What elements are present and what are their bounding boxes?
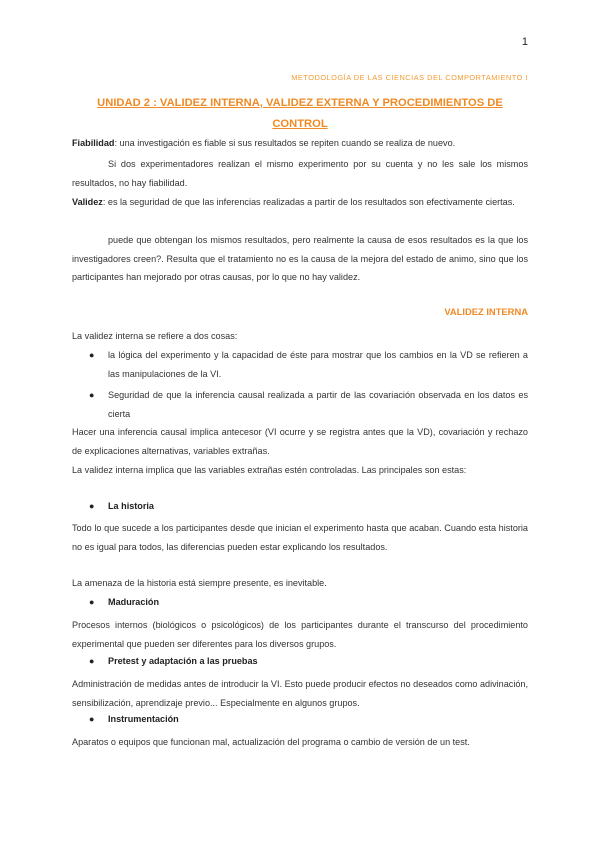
threat-heading-text: Maduración (108, 597, 160, 607)
unit-title (72, 93, 528, 135)
threat-heading-text: Pretest y adaptación a las pruebas (108, 656, 258, 666)
fiabilidad-example: Si dos experimentadores realizan el mismo experimento por su cuenta y no les sale los mismos resultados, no hay fiabilidad. (72, 159, 528, 188)
causal-paragraph: Hacer una inferencia causal implica antecesor (VI ocurre y se registra antes que la VD), covariación y rechazo de explicaciones alternativas, variables extrañas. (72, 427, 528, 456)
validez-example: puede que obtengan los mismos resultados, pero realmente la causa de esos resultados es la que los investigadores creen?. Resulta que el tratamiento no es la causa de la mejora del estado de animo, sino que los participantes han mejorado por otras causas, por lo que no hay validez. (72, 235, 528, 283)
fiabilidad-text: : una investigación es fiable si sus resultados se repiten cuando se realiza de nuevo. (114, 138, 456, 148)
threat-heading (89, 597, 160, 607)
threat-heading-text: La historia (108, 501, 154, 511)
threat-heading-text: Instrumentación (108, 714, 179, 724)
validez-term: Validez (72, 197, 103, 207)
bullet-icon: ● (89, 656, 95, 666)
threat-heading (89, 656, 258, 666)
unit-title-line-2: CONTROL (272, 118, 328, 130)
section-heading: VALIDEZ INTERNA (444, 306, 528, 317)
fiabilidad-term: Fiabilidad (72, 138, 115, 148)
bullet-icon: ● (89, 501, 95, 511)
list-item-text: Seguridad de que la inferencia causal realizada a partir de las covariación observada en los datos es cierta (108, 390, 528, 419)
intro-paragraph: La validez interna se refiere a dos cosas: (72, 331, 238, 341)
bullet-icon: ● (89, 350, 95, 360)
threat-heading (89, 501, 154, 511)
validez-text: : es la seguridad de que las inferencias realizadas a partir de los resultados son efectivamente ciertas. (102, 197, 515, 207)
running-header: METODOLOGÍA DE LAS CIENCIAS DEL COMPORTAMIENTO I (291, 73, 528, 82)
threat-paragraph: Aparatos o equipos que funcionan mal, actualización del programa o cambio de versión de un test. (72, 737, 470, 747)
threat-paragraph: Administración de medidas antes de introducir la VI. Esto puede producir efectos no deseados como adivinación, sensibilización, aprendizaje previo... Especialmente en algunos grupos. (72, 679, 528, 708)
list-item (89, 346, 528, 383)
threat-heading (89, 714, 179, 724)
list-item-text: la lógica del experimento y la capacidad de éste para mostrar que los cambios en la VD se refieren a las manipulaciones de la VI. (108, 350, 528, 379)
threat-paragraph: La amenaza de la historia está siempre presente, es inevitable. (72, 578, 327, 588)
control-paragraph: La validez interna implica que las variables extrañas estén controladas. Las principales son estas: (72, 465, 467, 475)
unit-title-line-1: UNIDAD 2 : VALIDEZ INTERNA, VALIDEZ EXTERNA Y PROCEDIMIENTOS DE (97, 97, 503, 109)
validez-definition (72, 193, 528, 212)
threat-paragraph: Todo lo que sucede a los participantes desde que inician el experimento hasta que acaban. Cuando esta historia no es igual para todos, las diferencias pueden estar explicando los resultados. (72, 523, 528, 552)
bullet-icon: ● (89, 597, 95, 607)
bullet-icon: ● (89, 390, 95, 400)
page-number: 1 (521, 36, 528, 48)
list-item (89, 386, 528, 423)
fiabilidad-definition (72, 134, 528, 153)
threat-paragraph: Procesos internos (biológicos o psicológicos) de los participantes durante el transcurso del procedimiento experimental que pueden ser diferentes para los diversos grupos. (72, 620, 528, 649)
bullet-icon: ● (89, 714, 95, 724)
